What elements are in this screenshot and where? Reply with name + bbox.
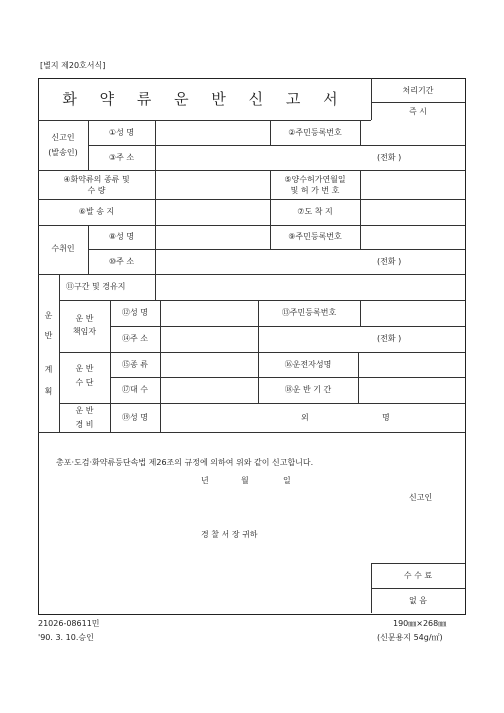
guard-count-field[interactable] — [314, 404, 380, 431]
reporter-group-sublabel: (발송인) — [48, 148, 78, 157]
manager-group-label: 운 반 — [75, 314, 94, 323]
manager-phone-label: (전화 ) — [377, 334, 402, 343]
explosive-type-field[interactable] — [156, 171, 269, 198]
guard-name-label: ⑲성 명 — [122, 413, 148, 422]
transport-plan-char-3: 계 — [44, 365, 53, 374]
guard-count-unit: 명 — [382, 413, 390, 422]
date-year-label: 년 — [201, 476, 209, 485]
means-group-sublabel: 수 단 — [75, 378, 94, 387]
manager-name-label: ⑫성 명 — [122, 308, 148, 317]
reporter-phone-label: (전화 ) — [377, 153, 402, 162]
transport-period-label: ⑱운 반 기 간 — [284, 385, 332, 394]
driver-name-field[interactable] — [359, 353, 464, 376]
vehicle-type-field[interactable] — [161, 353, 257, 376]
declaration-text: 총포·도검·화약류등단속법 제26조의 규정에 의하여 위와 같이 신고합니다. — [56, 458, 314, 467]
receiver-address-field[interactable] — [156, 250, 464, 273]
permit-date-label: ⑤양수허가연월일 — [284, 175, 346, 184]
permit-field[interactable] — [361, 171, 464, 198]
transport-period-field[interactable] — [359, 378, 464, 402]
receiver-group-label: 수취인 — [51, 244, 75, 253]
form-title: 화 약 류 운 반 신 고 서 — [62, 90, 347, 108]
guard-others-label: 외 — [301, 413, 309, 422]
form-code: 21026-08611민 — [38, 619, 100, 628]
manager-rrn-field[interactable] — [361, 301, 464, 325]
manager-rrn-label: ⑬주민등록번호 — [281, 308, 337, 317]
reporter-address-field[interactable] — [156, 146, 464, 169]
manager-name-field[interactable] — [161, 301, 257, 325]
explosive-type-label: ④화약류의 종류 및 — [63, 175, 130, 184]
manager-address-label: ⑭주 소 — [122, 334, 148, 343]
date-month-label: 월 — [241, 476, 249, 485]
receiver-phone-label: (전화 ) — [377, 257, 402, 266]
transport-plan-char-1: 운 — [44, 311, 53, 320]
guard-group-label: 운 반 — [75, 406, 94, 415]
receiver-address-label: ⑩주 소 — [108, 257, 135, 266]
addressee: 경 찰 서 장 귀하 — [201, 530, 258, 539]
permit-number-label: 및 허 가 번 호 — [290, 186, 340, 195]
reporter-name-field[interactable] — [156, 121, 269, 144]
route-label: ⑪구간 및 경유지 — [66, 282, 126, 291]
paper-size: 190㎜×268㎜ — [393, 619, 447, 628]
vehicle-type-label: ⑮종 류 — [122, 360, 148, 369]
fee-value: 없 음 — [409, 596, 427, 605]
date-day-label: 일 — [283, 476, 291, 485]
origin-label: ⑥발 송 지 — [78, 207, 115, 216]
receiver-name-label: ⑧성 명 — [108, 232, 135, 241]
guard-name-field[interactable] — [161, 404, 301, 431]
driver-name-label: ⑯운전자성명 — [284, 360, 332, 369]
vehicle-count-label: ⑰대 수 — [122, 385, 148, 394]
vehicle-count-field[interactable] — [161, 378, 257, 402]
destination-label: ⑦도 착 지 — [297, 207, 333, 216]
transport-plan-char-4: 획 — [44, 387, 53, 396]
processing-period-label: 처리기간 — [402, 86, 434, 95]
explosive-quantity-label: 수 량 — [87, 186, 106, 195]
reporter-address-label: ③주 소 — [108, 153, 135, 162]
fee-label: 수 수 료 — [403, 571, 433, 580]
route-field[interactable] — [156, 275, 464, 299]
receiver-name-field[interactable] — [156, 226, 269, 248]
approval-date: '90. 3. 10.승인 — [38, 633, 94, 642]
destination-field[interactable] — [361, 200, 464, 224]
manager-group-sublabel: 책임자 — [72, 327, 97, 336]
reporter-group-label: 신고인 — [51, 133, 75, 142]
means-group-label: 운 반 — [75, 364, 94, 373]
reporter-name-label: ①성 명 — [108, 128, 135, 137]
transport-plan-char-2: 반 — [44, 331, 53, 340]
origin-field[interactable] — [156, 200, 269, 224]
manager-address-field[interactable] — [161, 327, 464, 351]
reporter-rrn-field[interactable] — [361, 121, 464, 144]
reporter-sign-label: 신고인 — [409, 493, 433, 502]
guard-group-sublabel: 경 비 — [75, 420, 94, 429]
reporter-rrn-label: ②주민등록번호 — [288, 128, 342, 137]
paper-type: (신문용지 54g/㎡) — [377, 633, 443, 642]
receiver-rrn-label: ⑨주민등록번호 — [288, 232, 342, 241]
form-number-label: [별지 제20호서식] — [40, 61, 106, 70]
processing-period-value: 즉 시 — [409, 107, 427, 116]
receiver-rrn-field[interactable] — [361, 226, 464, 248]
